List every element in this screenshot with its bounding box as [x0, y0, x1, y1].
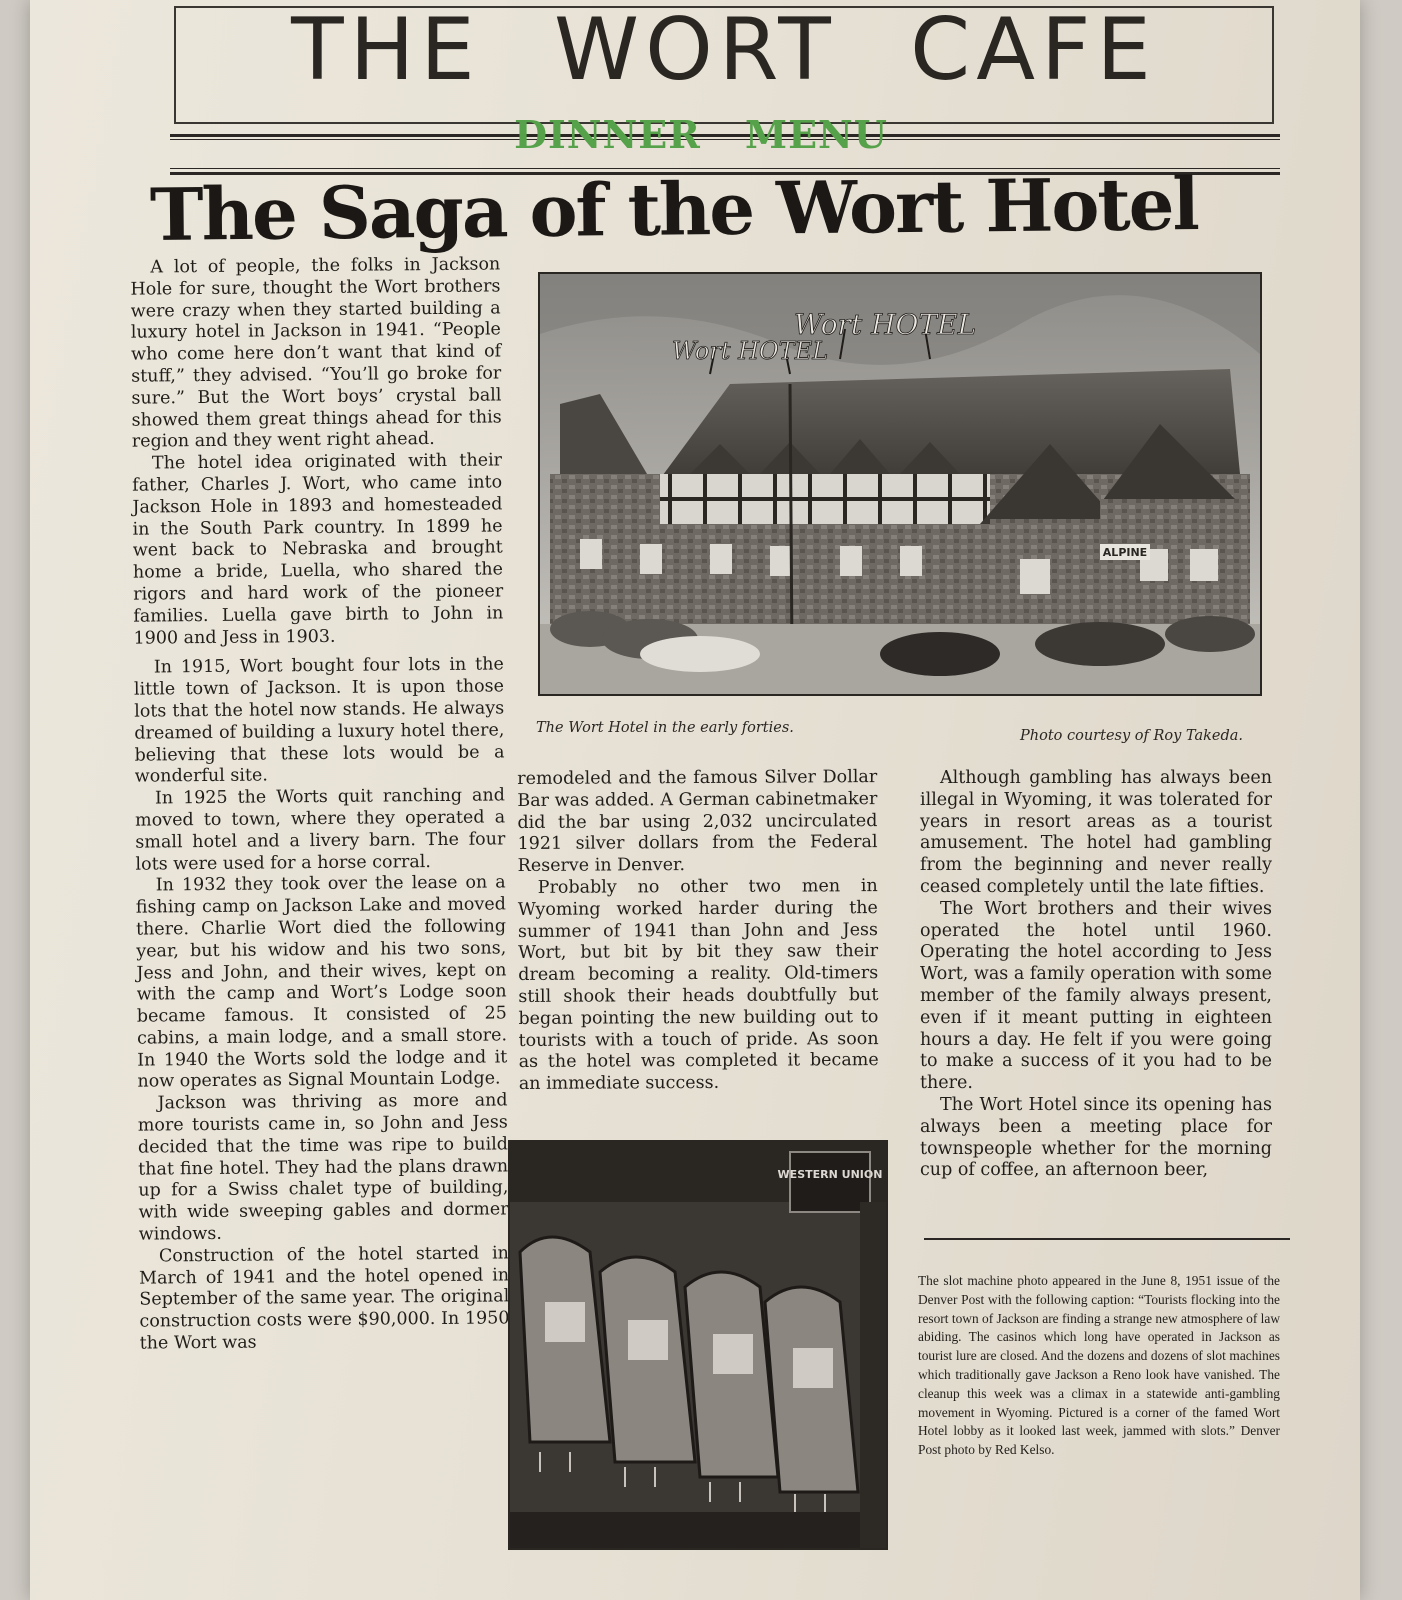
paragraph: The Wort Hotel since its opening has always been a meeting place for townspeople whether for the morning cup of coffee, an afternoon beer,	[920, 1094, 1272, 1181]
hotel-photo-caption: The Wort Hotel in the early forties.	[536, 720, 794, 736]
paragraph: In 1915, Wort bought four lots in the little town of Jackson. It is upon those lots that the hotel now stands. He always dreamed of building a luxury hotel there, believing that these lots would be a wonderful site.	[133, 654, 505, 787]
paragraph: The Wort brothers and their wives operated the hotel until 1960. Operating the hotel according to Jess Wort, was a family operation with some member of the family always present, even if it meant putting in eighteen hours a day. He felt if you were going to make a success of it you had to be there.	[920, 898, 1272, 1094]
newspaper-page	[30, 0, 1360, 1600]
paragraph: remodeled and the famous Silver Dollar Bar was added. A German cabinetmaker did the bar using 2,032 uncirculated 1921 silver dollars from the Federal Reserve in Denver.	[517, 767, 878, 877]
paragraph: Probably no other two men in Wyoming worked harder during the summer of 1941 than John and Jess Wort, but bit by bit they saw their dream becoming a reality. Old-timers still shook their heads doubtfully but began pointing the new building out to tourists with a touch of pride. As soon as the hotel was completed it became an immediate success.	[517, 876, 879, 1095]
hotel-photo-credit: Photo courtesy of Roy Takeda.	[1020, 728, 1244, 744]
caption-separator-rule	[924, 1238, 1290, 1240]
slot-machine-photo	[508, 1140, 888, 1550]
article-headline: The Saga of the Wort Hotel	[149, 160, 1199, 257]
masthead-title: THE WORT CAFE	[291, 0, 1157, 100]
paragraph: In 1932 they took over the lease on a fishing camp on Jackson Lake and moved there. Charlie Wort died the following year, but his widow and his two sons, Jess and John, and their wives, kept on with the camp and Wort’s Lodge soon became famous. It consisted of 25 cabins, a main lodge, and a small store. In 1940 the Worts sold the lodge and it now operates as Signal Mountain Lodge.	[135, 872, 508, 1093]
dinner-menu-label: DINNER MENU	[514, 112, 888, 157]
article-column-1	[130, 254, 510, 1355]
hotel-roof-sign-right: Wort HOTEL	[793, 308, 977, 341]
hotel-photo	[538, 272, 1262, 696]
paragraph: A lot of people, the folks in Jackson Hole for sure, thought the Wort brothers were crazy when they started building a luxury hotel in Jackson in 1941. “People who come here don’t want that kind of stuff,” they advised. “You’ll go broke for sure.” But the Wort boys’ crystal ball showed them great things ahead for this region and they went right ahead.	[130, 254, 502, 453]
paragraph: Jackson was thriving as more and more tourists came in, so John and Jess decided that the time was ripe to build that fine hotel. They had the plans drawn up for a Swiss chalet type of building, with wide sweeping gables and dormer windows.	[137, 1090, 509, 1245]
slot-machine-photo-image	[510, 1142, 886, 1548]
masthead-box	[174, 0, 1274, 124]
slot-photo-caption: The slot machine photo appeared in the June 8, 1951 issue of the Denver Post with the following caption: “Tourists flocking into the resort town of Jackson are finding a strange new atmosphere of law abiding. The casinos which long have operated in Jackson as tourist lure are closed. And the dozens and dozens of slot machines which traditionally gave Jackson a Reno look have vanished. The cleanup this week was a climax in a statewide anti-gambling movement in Wyoming. Pictured is a corner of the famed Wort Hotel lobby as it looked last week, jammed with slots.” Denver Post photo by Red Kelso.	[918, 1273, 1280, 1458]
article-column-3	[920, 768, 1272, 1182]
paragraph: Construction of the hotel started in March of 1941 and the hotel opened in September of the same year. The original construction costs were $90,000. In 1950 the Wort was	[139, 1243, 510, 1354]
paragraph: The hotel idea originated with their father, Charles J. Wort, who came into Jackson Hole in 1893 and homesteaded in the South Park country. In 1899 he went back to Nebraska and brought home a bride, Luella, who shared the rigors and hard work of the pioneer families. Luella gave birth to John in 1900 and Jess in 1903.	[132, 450, 504, 649]
article-column-2	[517, 767, 879, 1096]
paragraph: Although gambling has always been illegal in Wyoming, it was tolerated for years in resort areas as a tourist amusement. The hotel had gambling from the beginning and never really ceased completely until the late fifties.	[920, 768, 1272, 897]
hotel-photo-image	[540, 274, 1260, 694]
hotel-roof-sign-left: Wort HOTEL	[671, 337, 829, 365]
western-union-sign: WESTERN UNION	[777, 1168, 883, 1181]
paragraph: In 1925 the Worts quit ranching and moved to town, where they operated a small hotel and a livery barn. The four lots were used for a horse corral.	[135, 785, 506, 875]
alpine-sign: ALPINE	[1102, 546, 1148, 559]
